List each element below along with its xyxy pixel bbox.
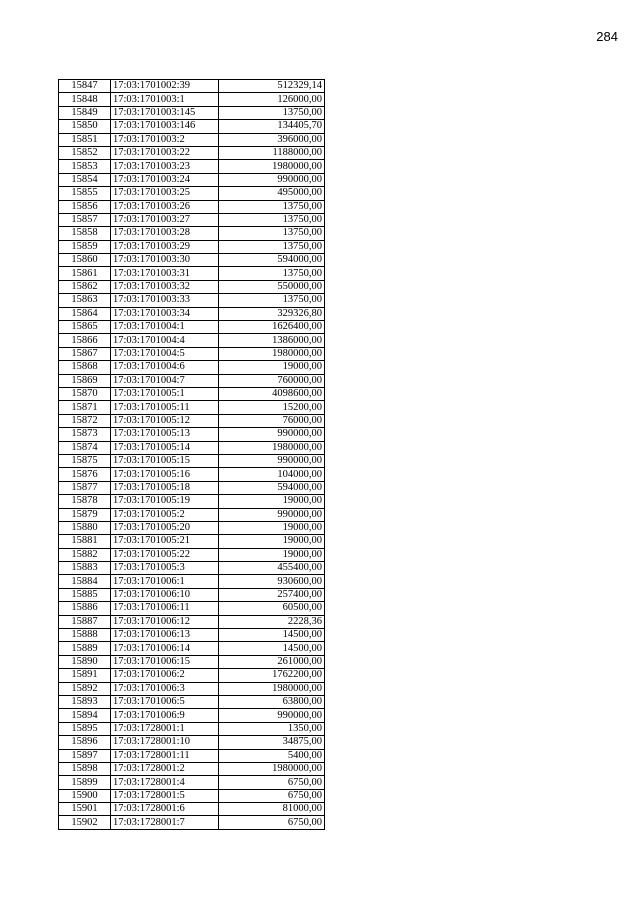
table-row: [59, 321, 325, 334]
table-row: [59, 428, 325, 441]
row-number-cell: 15887: [59, 615, 111, 628]
row-number-cell: 15900: [59, 789, 111, 802]
cadastral-value-table: [58, 79, 325, 830]
cadastral-number-cell: 17:03:1701003:27: [111, 213, 219, 226]
value-cell: 2228,36: [219, 615, 325, 628]
value-cell: 1762200,00: [219, 669, 325, 682]
cadastral-number-cell: 17:03:1701004:6: [111, 361, 219, 374]
cadastral-number-cell: 17:03:1701005:11: [111, 401, 219, 414]
value-cell: 990000,00: [219, 428, 325, 441]
row-number-cell: 15862: [59, 280, 111, 293]
table-row: [59, 307, 325, 320]
value-cell: 257400,00: [219, 588, 325, 601]
table-row: [59, 776, 325, 789]
table-row: [59, 803, 325, 816]
row-number-cell: 15867: [59, 347, 111, 360]
table-row: [59, 495, 325, 508]
cadastral-number-cell: 17:03:1701006:5: [111, 695, 219, 708]
cadastral-number-cell: 17:03:1701005:15: [111, 454, 219, 467]
row-number-cell: 15868: [59, 361, 111, 374]
row-number-cell: 15863: [59, 294, 111, 307]
cadastral-number-cell: 17:03:1701005:19: [111, 495, 219, 508]
row-number-cell: 15847: [59, 80, 111, 93]
cadastral-number-cell: 17:03:1701004:5: [111, 347, 219, 360]
value-cell: 13750,00: [219, 106, 325, 119]
value-cell: 1626400,00: [219, 321, 325, 334]
row-number-cell: 15893: [59, 695, 111, 708]
value-cell: 13750,00: [219, 227, 325, 240]
cadastral-number-cell: 17:03:1701005:2: [111, 508, 219, 521]
row-number-cell: 15892: [59, 682, 111, 695]
table-row: [59, 187, 325, 200]
table-row: [59, 374, 325, 387]
cadastral-number-cell: 17:03:1701006:11: [111, 602, 219, 615]
cadastral-number-cell: 17:03:1701003:146: [111, 120, 219, 133]
row-number-cell: 15876: [59, 468, 111, 481]
value-cell: 126000,00: [219, 93, 325, 106]
table-row: [59, 521, 325, 534]
value-cell: 6750,00: [219, 776, 325, 789]
value-cell: 261000,00: [219, 655, 325, 668]
table-row: [59, 722, 325, 735]
value-cell: 134405,70: [219, 120, 325, 133]
row-number-cell: 15898: [59, 762, 111, 775]
cadastral-number-cell: 17:03:1701003:28: [111, 227, 219, 240]
table-row: [59, 629, 325, 642]
row-number-cell: 15894: [59, 709, 111, 722]
table-row: [59, 347, 325, 360]
table-row: [59, 749, 325, 762]
table-row: [59, 280, 325, 293]
cadastral-number-cell: 17:03:1701003:145: [111, 106, 219, 119]
row-number-cell: 15888: [59, 629, 111, 642]
table-row: [59, 602, 325, 615]
row-number-cell: 15878: [59, 495, 111, 508]
row-number-cell: 15866: [59, 334, 111, 347]
row-number-cell: 15857: [59, 213, 111, 226]
cadastral-number-cell: 17:03:1701003:32: [111, 280, 219, 293]
value-cell: 13750,00: [219, 267, 325, 280]
row-number-cell: 15854: [59, 173, 111, 186]
table-row: [59, 254, 325, 267]
value-cell: 19000,00: [219, 521, 325, 534]
value-cell: 512329,14: [219, 80, 325, 93]
row-number-cell: 15889: [59, 642, 111, 655]
table-row: [59, 468, 325, 481]
cadastral-number-cell: 17:03:1701003:24: [111, 173, 219, 186]
cadastral-number-cell: 17:03:1701005:1: [111, 387, 219, 400]
row-number-cell: 15855: [59, 187, 111, 200]
value-cell: 13750,00: [219, 294, 325, 307]
cadastral-number-cell: 17:03:1701003:1: [111, 93, 219, 106]
value-cell: 19000,00: [219, 535, 325, 548]
table-row: [59, 762, 325, 775]
table-row: [59, 508, 325, 521]
cadastral-number-cell: 17:03:1728001:1: [111, 722, 219, 735]
table-row: [59, 615, 325, 628]
table-body: [59, 80, 325, 830]
table-row: [59, 334, 325, 347]
row-number-cell: 15880: [59, 521, 111, 534]
row-number-cell: 15875: [59, 454, 111, 467]
table-row: [59, 655, 325, 668]
row-number-cell: 15886: [59, 602, 111, 615]
value-cell: 1980000,00: [219, 682, 325, 695]
row-number-cell: 15853: [59, 160, 111, 173]
value-cell: 594000,00: [219, 481, 325, 494]
value-cell: 13750,00: [219, 240, 325, 253]
table-row: [59, 816, 325, 829]
cadastral-number-cell: 17:03:1701006:12: [111, 615, 219, 628]
row-number-cell: 15848: [59, 93, 111, 106]
table-row: [59, 709, 325, 722]
value-cell: 13750,00: [219, 200, 325, 213]
table-row: [59, 200, 325, 213]
row-number-cell: 15877: [59, 481, 111, 494]
cadastral-number-cell: 17:03:1701006:9: [111, 709, 219, 722]
cadastral-number-cell: 17:03:1701005:21: [111, 535, 219, 548]
row-number-cell: 15882: [59, 548, 111, 561]
cadastral-number-cell: 17:03:1701003:2: [111, 133, 219, 146]
table-row: [59, 387, 325, 400]
row-number-cell: 15859: [59, 240, 111, 253]
row-number-cell: 15851: [59, 133, 111, 146]
value-cell: 760000,00: [219, 374, 325, 387]
cadastral-number-cell: 17:03:1701003:26: [111, 200, 219, 213]
cadastral-number-cell: 17:03:1728001:6: [111, 803, 219, 816]
row-number-cell: 15899: [59, 776, 111, 789]
table-row: [59, 535, 325, 548]
cadastral-number-cell: 17:03:1701003:25: [111, 187, 219, 200]
table-row: [59, 481, 325, 494]
row-number-cell: 15874: [59, 441, 111, 454]
value-cell: 396000,00: [219, 133, 325, 146]
value-cell: 1188000,00: [219, 146, 325, 159]
row-number-cell: 15897: [59, 749, 111, 762]
table-row: [59, 695, 325, 708]
cadastral-number-cell: 17:03:1728001:4: [111, 776, 219, 789]
row-number-cell: 15873: [59, 428, 111, 441]
value-cell: 15200,00: [219, 401, 325, 414]
table-row: [59, 294, 325, 307]
row-number-cell: 15890: [59, 655, 111, 668]
value-cell: 594000,00: [219, 254, 325, 267]
cadastral-number-cell: 17:03:1701005:16: [111, 468, 219, 481]
row-number-cell: 15881: [59, 535, 111, 548]
table-row: [59, 133, 325, 146]
row-number-cell: 15879: [59, 508, 111, 521]
cadastral-number-cell: 17:03:1728001:11: [111, 749, 219, 762]
value-cell: 19000,00: [219, 361, 325, 374]
cadastral-number-cell: 17:03:1701003:29: [111, 240, 219, 253]
value-cell: 930600,00: [219, 575, 325, 588]
value-cell: 13750,00: [219, 213, 325, 226]
table-row: [59, 682, 325, 695]
value-cell: 63800,00: [219, 695, 325, 708]
table-row: [59, 441, 325, 454]
value-cell: 990000,00: [219, 709, 325, 722]
cadastral-number-cell: 17:03:1701005:3: [111, 562, 219, 575]
table-row: [59, 548, 325, 561]
cadastral-number-cell: 17:03:1701005:22: [111, 548, 219, 561]
table-row: [59, 227, 325, 240]
value-cell: 329326,80: [219, 307, 325, 320]
row-number-cell: 15865: [59, 321, 111, 334]
cadastral-number-cell: 17:03:1701005:12: [111, 414, 219, 427]
table-row: [59, 588, 325, 601]
cadastral-number-cell: 17:03:1701003:31: [111, 267, 219, 280]
value-cell: 455400,00: [219, 562, 325, 575]
value-cell: 60500,00: [219, 602, 325, 615]
cadastral-number-cell: 17:03:1701004:1: [111, 321, 219, 334]
cadastral-number-cell: 17:03:1701003:22: [111, 146, 219, 159]
row-number-cell: 15860: [59, 254, 111, 267]
cadastral-number-cell: 17:03:1701002:39: [111, 80, 219, 93]
cadastral-number-cell: 17:03:1701003:23: [111, 160, 219, 173]
table-row: [59, 562, 325, 575]
row-number-cell: 15871: [59, 401, 111, 414]
cadastral-number-cell: 17:03:1701003:34: [111, 307, 219, 320]
row-number-cell: 15885: [59, 588, 111, 601]
table-row: [59, 160, 325, 173]
row-number-cell: 15872: [59, 414, 111, 427]
table-row: [59, 789, 325, 802]
row-number-cell: 15850: [59, 120, 111, 133]
value-cell: 34875,00: [219, 736, 325, 749]
cadastral-number-cell: 17:03:1701004:7: [111, 374, 219, 387]
cadastral-number-cell: 17:03:1728001:2: [111, 762, 219, 775]
table-row: [59, 93, 325, 106]
cadastral-number-cell: 17:03:1701006:13: [111, 629, 219, 642]
value-cell: 14500,00: [219, 642, 325, 655]
row-number-cell: 15852: [59, 146, 111, 159]
table-row: [59, 575, 325, 588]
value-cell: 1350,00: [219, 722, 325, 735]
cadastral-number-cell: 17:03:1728001:7: [111, 816, 219, 829]
value-cell: 19000,00: [219, 548, 325, 561]
value-cell: 495000,00: [219, 187, 325, 200]
row-number-cell: 15849: [59, 106, 111, 119]
value-cell: 6750,00: [219, 816, 325, 829]
value-cell: 1980000,00: [219, 347, 325, 360]
row-number-cell: 15895: [59, 722, 111, 735]
table-row: [59, 80, 325, 93]
row-number-cell: 15896: [59, 736, 111, 749]
table-row: [59, 736, 325, 749]
cadastral-number-cell: 17:03:1701005:20: [111, 521, 219, 534]
row-number-cell: 15884: [59, 575, 111, 588]
row-number-cell: 15901: [59, 803, 111, 816]
table-row: [59, 642, 325, 655]
cadastral-number-cell: 17:03:1701006:1: [111, 575, 219, 588]
value-cell: 5400,00: [219, 749, 325, 762]
cadastral-number-cell: 17:03:1701006:14: [111, 642, 219, 655]
value-cell: 104000,00: [219, 468, 325, 481]
value-cell: 4098600,00: [219, 387, 325, 400]
table-row: [59, 401, 325, 414]
value-cell: 6750,00: [219, 789, 325, 802]
row-number-cell: 15891: [59, 669, 111, 682]
cadastral-number-cell: 17:03:1728001:10: [111, 736, 219, 749]
table-row: [59, 213, 325, 226]
row-number-cell: 15861: [59, 267, 111, 280]
cadastral-number-cell: 17:03:1701006:3: [111, 682, 219, 695]
row-number-cell: 15856: [59, 200, 111, 213]
cadastral-number-cell: 17:03:1701003:33: [111, 294, 219, 307]
table-row: [59, 454, 325, 467]
value-cell: 550000,00: [219, 280, 325, 293]
value-cell: 81000,00: [219, 803, 325, 816]
row-number-cell: 15858: [59, 227, 111, 240]
table-row: [59, 120, 325, 133]
value-cell: 1980000,00: [219, 160, 325, 173]
value-cell: 14500,00: [219, 629, 325, 642]
table-row: [59, 173, 325, 186]
value-cell: 990000,00: [219, 508, 325, 521]
cadastral-number-cell: 17:03:1701006:15: [111, 655, 219, 668]
cadastral-number-cell: 17:03:1701005:13: [111, 428, 219, 441]
cadastral-number-cell: 17:03:1701005:18: [111, 481, 219, 494]
table-row: [59, 106, 325, 119]
value-cell: 1386000,00: [219, 334, 325, 347]
cadastral-number-cell: 17:03:1701005:14: [111, 441, 219, 454]
row-number-cell: 15883: [59, 562, 111, 575]
page-number: 284: [596, 29, 618, 44]
value-cell: 19000,00: [219, 495, 325, 508]
row-number-cell: 15864: [59, 307, 111, 320]
cadastral-number-cell: 17:03:1701006:10: [111, 588, 219, 601]
table-row: [59, 361, 325, 374]
row-number-cell: 15869: [59, 374, 111, 387]
value-cell: 76000,00: [219, 414, 325, 427]
table-row: [59, 146, 325, 159]
table-row: [59, 240, 325, 253]
value-cell: 1980000,00: [219, 441, 325, 454]
cadastral-number-cell: 17:03:1701003:30: [111, 254, 219, 267]
table-row: [59, 414, 325, 427]
cadastral-number-cell: 17:03:1701004:4: [111, 334, 219, 347]
value-cell: 990000,00: [219, 173, 325, 186]
row-number-cell: 15902: [59, 816, 111, 829]
cadastral-number-cell: 17:03:1701006:2: [111, 669, 219, 682]
value-cell: 1980000,00: [219, 762, 325, 775]
table-row: [59, 669, 325, 682]
table-row: [59, 267, 325, 280]
row-number-cell: 15870: [59, 387, 111, 400]
cadastral-number-cell: 17:03:1728001:5: [111, 789, 219, 802]
value-cell: 990000,00: [219, 454, 325, 467]
